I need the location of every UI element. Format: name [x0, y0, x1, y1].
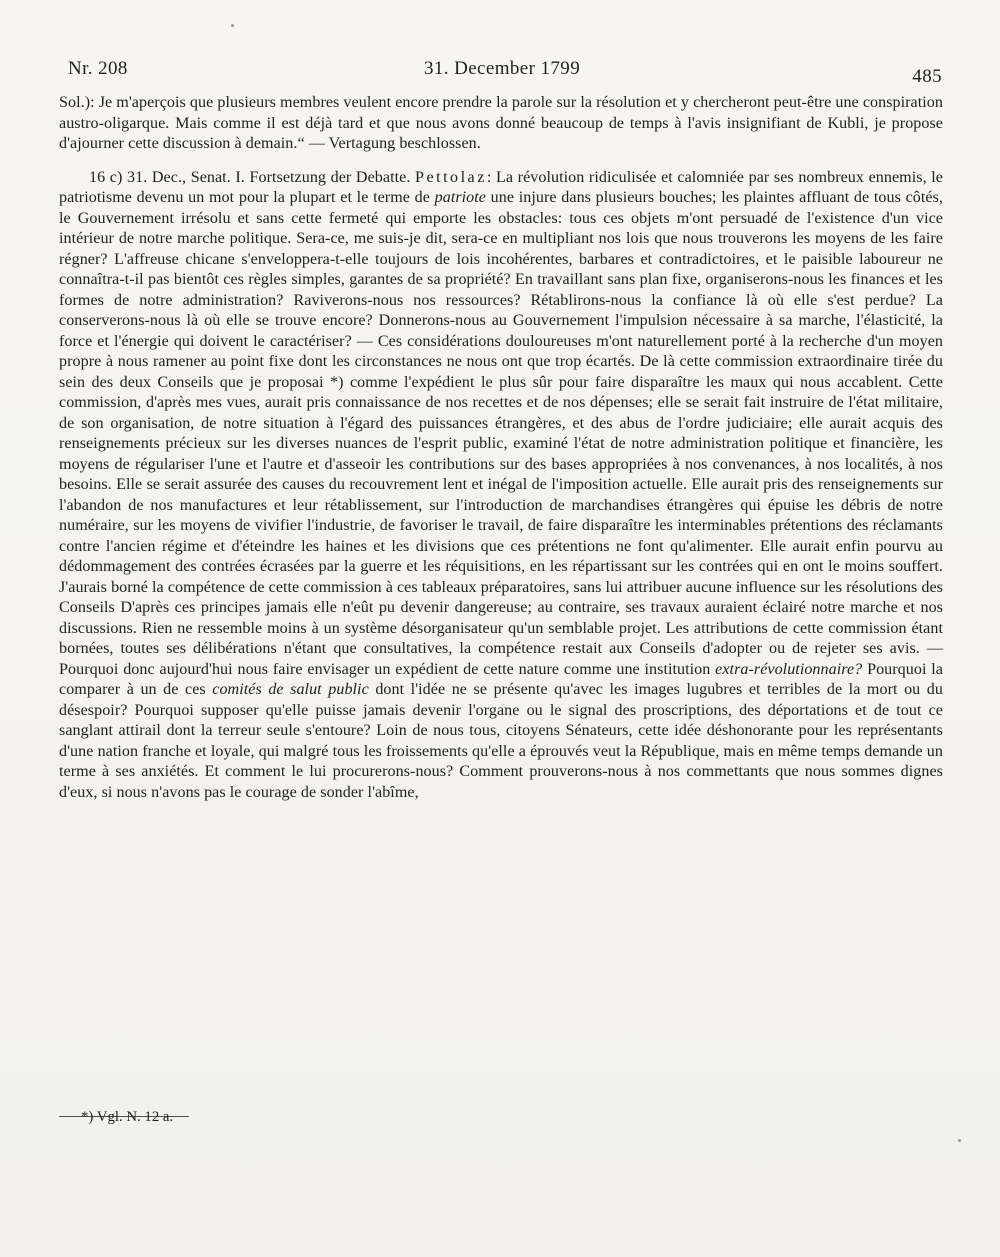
session-reference: 16 c) 31. Dec., Senat. I. Fortsetzung der Debatte.: [89, 168, 415, 186]
speech-text: une injure dans plusieurs bouches; les plaintes affluant de tous côtés, le Gouvernement irrésolu et sans cette fermeté qui emporte les obstacles: tous ces objets m'ont persuadé de l'existence d'un vice intérieur de notre marche politique. Sera-ce, me suis-je dit, sera-ce en multipliant nos lois que nous trouverons les moyens de les faire régner? L'affreuse chicane s'enveloppera-t-elle toujours de lois incohérentes, barbares et contradictoires, et le paisible laboureur ne connaîtra-t-il pas bientôt ces règles simples, garantes de sa propriété? En travaillant sans plan fixe, organiserons-nous les finances et les formes de notre administration? Raviverons-nous nos ressources? Rétablirons-nous la confiance là où elle s'est perdue? La conserverons-nous là où elle se trouve encore? Donnerons-nous au Gouvernement l'impulsion nécessaire à sa marche, l'élasticité, la force et l'énergie qui doivent le caractériser? — Ces considérations douloureuses m'ont naturellement porté à la recherche d'un moyen propre à nous ramener au point fixe dont les circonstances ne nous ont que trop écartés. De là cette commission extraordinaire tirée du sein des deux Conseils que je proposai *) comme l'expédient le plus sûr pour faire disparaître les maux qui nous accablent. Cette commission, d'après mes vues, aurait pris connaissance de nos recettes et de nos dépenses; elle se serait fait instruire de l'état militaire, de son organisation, de notre situation à l'égard des puissances étrangères, et des abus de l'ordre judiciaire; elle aurait acquis des renseignements précieux sur les diverses nuances de l'esprit public, examiné l'état de notre administration politique et financière, les moyens de régulariser l'une et l'autre et d'asseoir les contributions sur des bases appropriées à nos convenances, à nos localités, à nos besoins. Elle se serait assurée des causes du recouvrement lent et inégal de l'imposition actuelle. Elle aurait pris des renseignements sur l'abandon de nos manufactures et leur rétablissement, sur l'introduction de marchandises étrangères qui épuise les débris de notre numéraire, sur les moyens de vivifier l'industrie, de favoriser le travail, de faire disparaître les interminables prétentions des réclamants contre l'ancien régime et d'éteindre les haines et les divisions que ces prétentions ne font qu'alimenter. Elle aurait enfin pourvu au dédommagement des contrées écrasées par la guerre et les réquisitions, en les répartissant sur les contrées qui en ont le moins souffert. J'aurais borné la compétence de cette commission à ces tableaux préparatoires, sans lui attribuer aucune influence sur les résolutions des Conseils D'après ces principes jamais elle n'eût pu devenir dangereuse; au contraire, ses travaux auraient éclairé notre marche et nos discussions. Rien ne ressemble moins à un système désorganisateur qu'un semblable projet. Les attributions de cette commission étant bornées, toutes ses délibérations n'étant que consultatives, la compétence restait aux Conseils d'adopter ou de rejeter ses avis. — Pourquoi donc aujourd'hui nous faire envisager un expédient de cette nature comme une institution: [59, 189, 943, 678]
scan-speck: [231, 24, 234, 27]
running-head: [68, 54, 942, 87]
page-number: 485: [912, 66, 942, 87]
emphasized-phrase: comités de salut public: [212, 681, 369, 698]
speaker-name: Pettolaz: [415, 168, 487, 186]
emphasized-phrase: extra-révolutionnaire?: [715, 660, 863, 678]
speech-text: Pourquoi la comparer à un de ces: [59, 660, 943, 698]
emphasized-word: patriote: [434, 189, 486, 206]
document-number: Nr. 208: [68, 58, 128, 79]
speech-text: dont l'idée ne se présente qu'avec les images lugubres et terribles de la mort ou du désespoir? Pourquoi supposer qu'elle puisse jamais devenir l'organe ou le signal des proscriptions, des déportations et de tout ce sanglant attirail dont la terreur seule s'entoure? Loin de nous tous, citoyens Sénateurs, cette idée déshonorante pour les représentants d'une nation franche et loyale, qui malgré tous les froissements qu'elle a éprouvés veut la République, mais en même temps demande un terme à ses anxiétés. Et comment le lui procurerons-nous? Comment prouverons-nous à nos commettants que nous sommes dignes d'eux, si nous n'avons pas le courage de sonder l'abîme,: [59, 681, 944, 801]
main-text: [59, 93, 943, 803]
footnote: *) Vgl. N. 12 a.: [81, 1109, 174, 1125]
senate-debate-paragraph: [59, 168, 943, 804]
speech-text: : La révolution ridiculisée et calomniée par ses nombreux ennemis, le patriotisme devenu un mot pour la plupart et le terme de: [59, 168, 943, 206]
header-date: 31. December 1799: [424, 58, 581, 79]
scan-speck: [958, 1139, 961, 1142]
continuation-paragraph: Sol.): Je m'aperçois que plusieurs membres veulent encore prendre la parole sur la résolution et y chercheront peut-être une conspiration austro-oligarque. Mais comme il est déjà tard et que nous avons donné beaucoup de temps à l'avis insignifiant de Kubli, je propose d'ajourner cette discussion à demain.“ — Vertagung beschlossen.: [59, 94, 943, 152]
